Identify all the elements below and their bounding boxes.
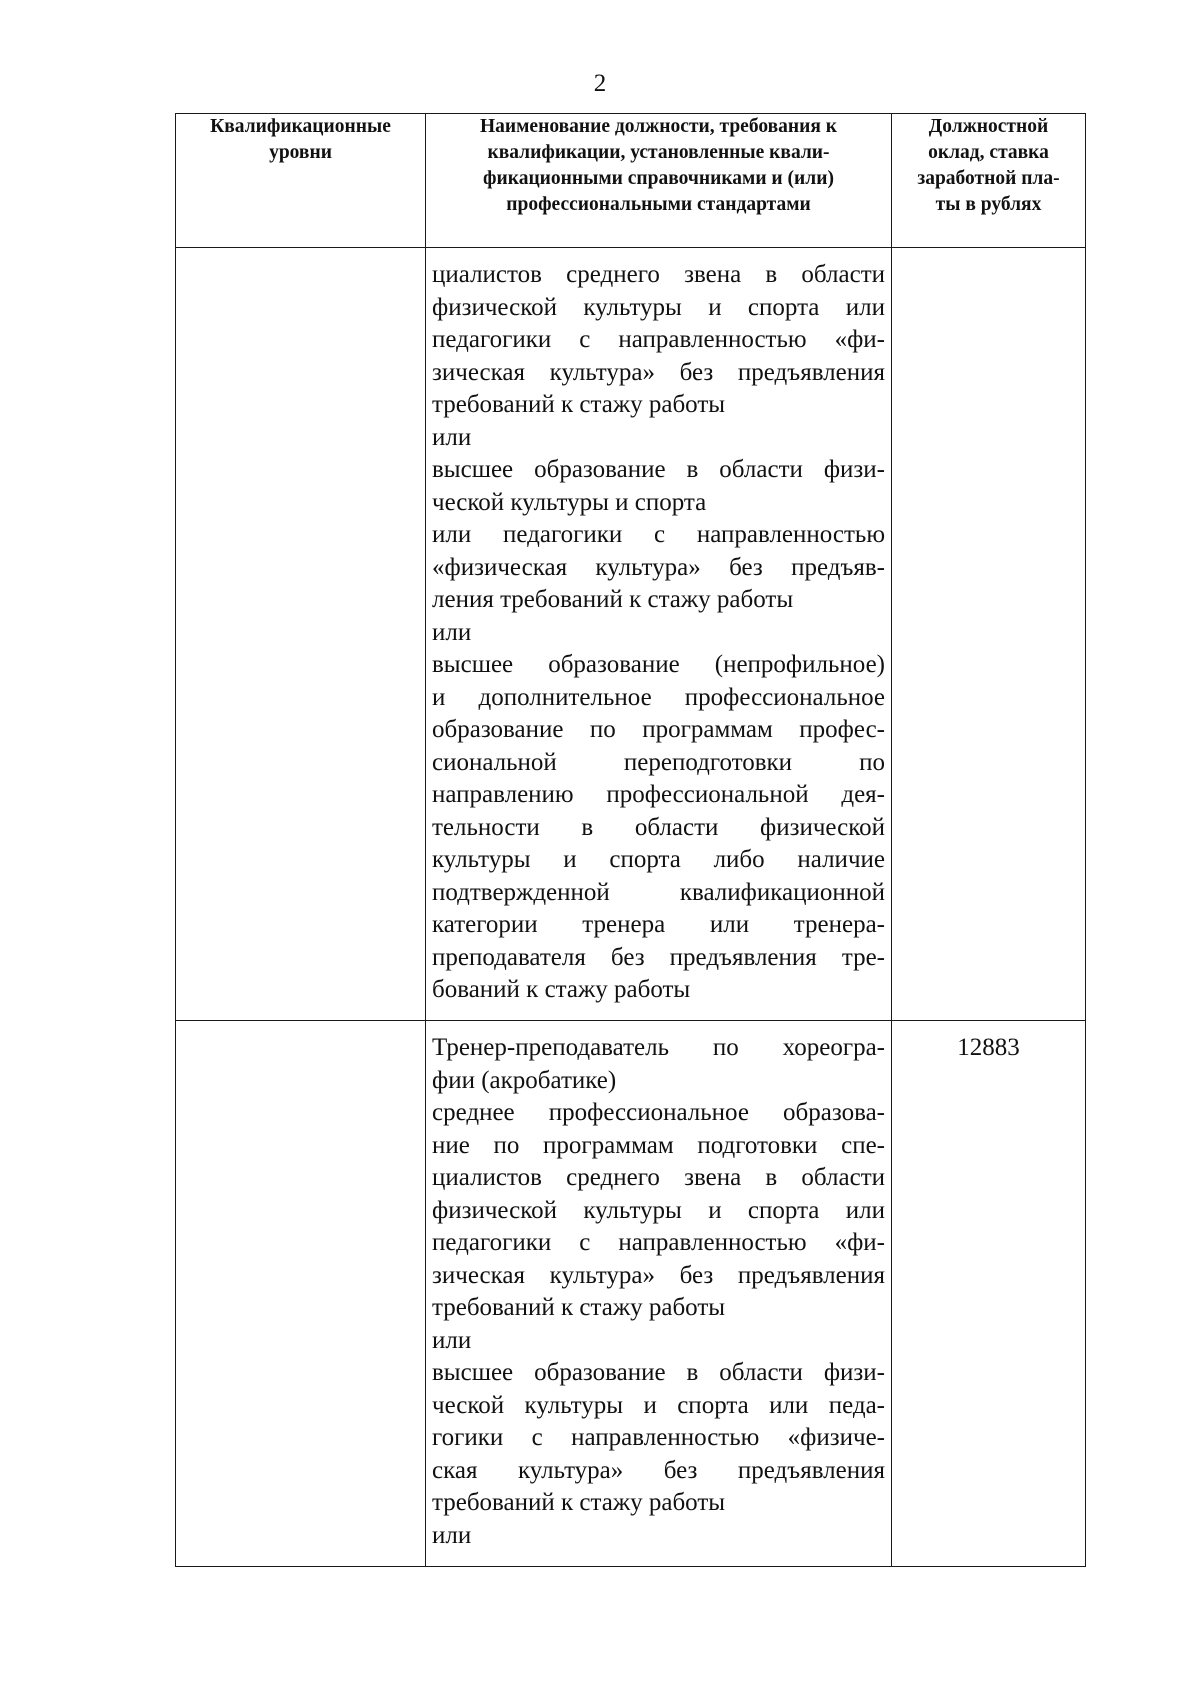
requirements-line: образование по программам профес- xyxy=(432,716,885,743)
requirements-line: ние по программам подготовки спе- xyxy=(432,1131,885,1159)
header-line: заработной пла- xyxy=(917,168,1060,189)
requirements-line: физической культуры и спорта или xyxy=(432,1196,885,1224)
table-header-row xyxy=(176,114,1086,248)
header-salary xyxy=(892,114,1086,248)
requirements-line: Тренер-преподаватель по хореогра- xyxy=(432,1034,885,1061)
header-line: оклад, ставка xyxy=(928,142,1049,163)
requirements-line: или xyxy=(432,618,472,646)
requirements-line: или педагогики с направленностью xyxy=(432,521,885,548)
header-line: Должностной xyxy=(928,116,1049,137)
requirements-line: ская культура» без предъявления xyxy=(432,1456,885,1484)
requirements-line: циалистов среднего звена в области xyxy=(432,261,885,288)
header-line: ты в рублях xyxy=(935,194,1042,215)
salary-value xyxy=(892,248,1085,259)
page-number: 2 xyxy=(593,70,607,97)
requirements-cell xyxy=(426,248,892,1021)
requirements-line: бований к стажу работы xyxy=(432,976,691,1003)
requirements-line: педагогики с направленностью «фи- xyxy=(432,326,885,353)
requirements-line: высшее образование в области физи- xyxy=(432,456,885,483)
requirements-cell xyxy=(426,1021,892,1567)
header-line: уровни xyxy=(269,142,332,163)
requirements-line: «физическая культура» без предъяв- xyxy=(432,553,885,581)
salary-cell xyxy=(892,248,1086,1021)
requirements-line: сиональной переподготовки по xyxy=(432,748,885,776)
requirements-line: преподавателя без предъявления тре- xyxy=(432,943,885,971)
requirements-line: и дополнительное профессиональное xyxy=(432,683,885,711)
header-line: профессиональными стандартами xyxy=(506,194,811,215)
requirements-line: направлению профессиональной дея- xyxy=(432,781,885,808)
requirements-line: требований к стажу работы xyxy=(432,1294,726,1321)
header-line: Наименование должности, требования к xyxy=(480,116,837,137)
requirements-line: или xyxy=(432,423,472,451)
qualification-table xyxy=(175,113,1086,1567)
requirements-line: или xyxy=(432,1326,472,1354)
requirements-line: подтвержденной квалификационной xyxy=(432,878,885,906)
requirements-line: требований к стажу работы xyxy=(432,391,726,418)
requirements-line: гогики с направленностью «физиче- xyxy=(432,1424,885,1451)
requirements-line: или xyxy=(432,1521,472,1549)
requirements-line: высшее образование в области физи- xyxy=(432,1359,885,1386)
requirements-line: циалистов среднего звена в области xyxy=(432,1164,885,1191)
requirements-line: культуры и спорта либо наличие xyxy=(432,846,885,873)
requirements-line: требований к стажу работы xyxy=(432,1489,726,1516)
requirements-line: категории тренера или тренера- xyxy=(432,911,885,938)
requirements-line: ческой культуры и спорта xyxy=(432,488,707,516)
requirements-line: фии (акробатике) xyxy=(432,1066,617,1094)
requirements-text xyxy=(426,248,891,1013)
requirements-line: физической культуры и спорта или xyxy=(432,293,885,321)
requirements-line: зическая культура» без предъявления xyxy=(432,1261,885,1289)
requirements-line: высшее образование (непрофильное) xyxy=(432,651,885,678)
requirements-line: зическая культура» без предъявления xyxy=(432,358,885,386)
requirements-text xyxy=(426,1021,891,1558)
qualification-level-cell xyxy=(176,1021,426,1567)
requirements-line: ления требований к стажу работы xyxy=(432,586,794,613)
salary-value: 12883 xyxy=(957,1034,1020,1061)
header-qualification-levels xyxy=(176,114,426,248)
header-line: фикационными справочниками и (или) xyxy=(483,168,834,189)
header-line: Квалификационные xyxy=(210,116,391,137)
salary-cell xyxy=(892,1021,1086,1567)
table-row xyxy=(176,1021,1086,1567)
requirements-line: педагогики с направленностью «фи- xyxy=(432,1229,885,1256)
requirements-line: тельности в области физической xyxy=(432,813,885,841)
header-position-requirements xyxy=(426,114,892,248)
table-row xyxy=(176,248,1086,1021)
header-line: квалификации, установленные квали- xyxy=(487,142,830,163)
requirements-line: среднее профессиональное образова- xyxy=(432,1099,885,1126)
qualification-level-cell xyxy=(176,248,426,1021)
requirements-line: ческой культуры и спорта или педа- xyxy=(432,1391,885,1419)
